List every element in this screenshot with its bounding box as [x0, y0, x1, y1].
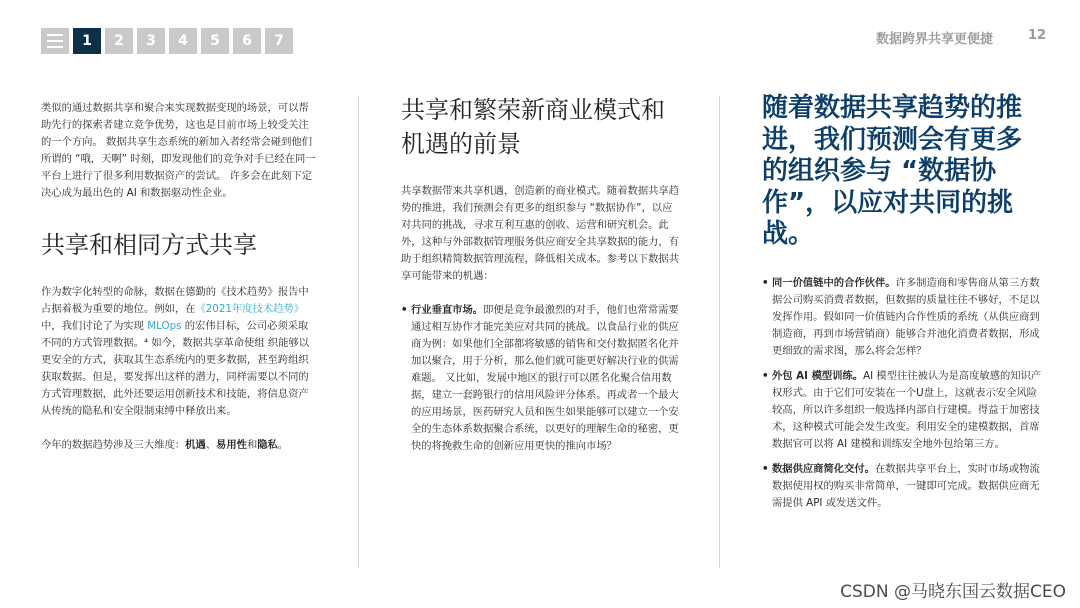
opportunity-list [762, 275, 1046, 512]
column-right [762, 93, 1046, 520]
mlops-link[interactable]: MLOps [147, 320, 182, 332]
list-item-text: 在数据共享平台上，实时市场或物流数据使用权的购买非常简单，一键即可完成。数据供应商无需提供 API 或发送文件。 [772, 462, 1040, 509]
nav-page-6[interactable]: 6 [233, 28, 261, 54]
list-item-title: 数据供应商简化交付。 [772, 462, 875, 475]
list-item-text: 许多制造商和零售商从第三方数据公司购买消费者数据，但数据的质量往往不够好，不足以发挥作用。假如同一价值链内合作性质的系统（从供应商到制造商，再到市场营销商）能够合并池化消费者数据，形成更细致的需求图，那么将会怎样？ [772, 276, 1040, 357]
page-number: 12 [1028, 28, 1047, 43]
paragraph-text: 作为数字化转型的命脉，数据在德勤的《技术趋势》报告中占据着极为重要的地位。例如，在 [41, 286, 309, 315]
nav-page-4[interactable]: 4 [169, 28, 197, 54]
nav-page-3[interactable]: 3 [137, 28, 165, 54]
pull-quote: 随着数据共享趋势的推进，我们预测会有更多的组织参与 “数据协作”，以应对共同的挑战。 [762, 93, 1023, 249]
trends-paragraph [41, 437, 317, 454]
body-paragraph [41, 284, 317, 420]
list-item [762, 275, 1046, 360]
section-heading: 共享和相同方式共享 [41, 231, 257, 259]
section-heading: 共享和繁荣新商业模式和机遇的前景 [401, 96, 665, 158]
nav-page-5[interactable]: 5 [201, 28, 229, 54]
nav-page-7[interactable]: 7 [265, 28, 293, 54]
paragraph-text: 今年的数据趋势涉及三大维度： [41, 439, 186, 451]
list-item-title: 同一价值链中的合作伙伴。 [772, 276, 896, 289]
page-navigation [41, 28, 293, 54]
opportunity-list [401, 302, 679, 455]
list-item-title: 行业垂直市场。 [411, 304, 484, 316]
list-item-text: 即便是竞争最激烈的对手，他们也常常需要通过相互协作才能完美应对共同的挑战。以食品行业的供应商为例：如果他们全部都将敏感的销售和交付数据匿名化并加以聚合，用于分析，那么他们就可能更好解决行业的供需难题。 又比如，发展中地区的银行可以匿名化聚合信用数据，建立一套跨银行的信用风险评分体系。再或者一个最大的应用场景，医药研究人员和医生如果能够可以建立一个安全的生态体系数据聚合系统，以更好的理解生命的秘密，更快的将挽救生命的创新应用更快的推向市场？ [411, 304, 679, 452]
keyword-usability: 易用性 [216, 439, 247, 451]
column-middle [401, 93, 679, 463]
column-divider [358, 96, 359, 568]
menu-icon [47, 34, 63, 48]
list-item [762, 368, 1046, 453]
intro-paragraph: 类似的通过数据共享和聚合来实现数据变现的场景，可以帮助先行的探索者建立竞争优势，这也是目前市场上较受关注的一个方向。 数据共享生态系统的新加入者经常会碰到他们所谓的 “哦，天啊” 时刻，即发现他们的竞争对手已经在同一平台上进行了很多利用数据资产的尝试。 许多会在此刻下定决心成为最出色的 AI 和数据驱动性企业。 [41, 102, 316, 199]
keyword-opportunity: 机遇 [185, 439, 206, 451]
nav-page-1[interactable]: 1 [73, 28, 101, 54]
list-item-text: AI 模型往往被认为是高度敏感的知识产权形式。由于它们可安装在一个U盘上，这就表示安全风险较高，所以许多组织一般选择内部自行建模。得益于加密技术，这种模式可能会发生改变。利用安全的建模数据，首席数据官可以将 AI 建模和训练安全地外包给第三方。 [772, 369, 1042, 450]
separator: 和 [246, 439, 258, 451]
paragraph-text: 中，我们讨论了为实现 [41, 320, 148, 332]
keyword-privacy: 隐私 [257, 439, 278, 451]
paragraph-end: 。 [277, 439, 289, 451]
menu-button[interactable] [41, 28, 69, 54]
watermark: CSDN @马晓东国云数据CEO [840, 582, 1066, 602]
tech-trends-link[interactable]: 《2021年度技术趋势》 [195, 303, 305, 315]
list-item-title: 外包 AI 模型训练。 [772, 369, 864, 382]
list-item [762, 461, 1046, 512]
nav-page-2[interactable]: 2 [105, 28, 133, 54]
paragraph-text: 的宏伟目标，公司必须采取不同的方式管理数据。⁴ 如今，数据共享革命使组 织能够以更安全的方式，获取其生态系统内的更多数据，甚至跨组织获取数据。但是，要发挥出这样的潜力，同样需要以不同的方式管理数据，此外还要运用创新技术和技能，将信息资产从传统的隐私和安全限制束缚中释放出来。 [41, 320, 310, 417]
column-left [41, 100, 317, 471]
list-item [401, 302, 679, 455]
running-title: 数据跨界共享更便捷 [876, 32, 994, 47]
intro-paragraph: 共享数据带来共享机遇，创造新的商业模式。随着数据共享趋势的推进，我们预测会有更多的组织参与 “数据协作”，以应对共同的挑战，寻求互利互惠的创收、运营和研究机会。此外，这种与外部数据管理服务供应商安全共享数据的能力，有助于组织精简数据管理流程，降低相关成本。参考以下数据共享可能带来的机遇： [401, 185, 680, 282]
separator: 、 [205, 439, 217, 451]
column-divider [719, 96, 720, 568]
